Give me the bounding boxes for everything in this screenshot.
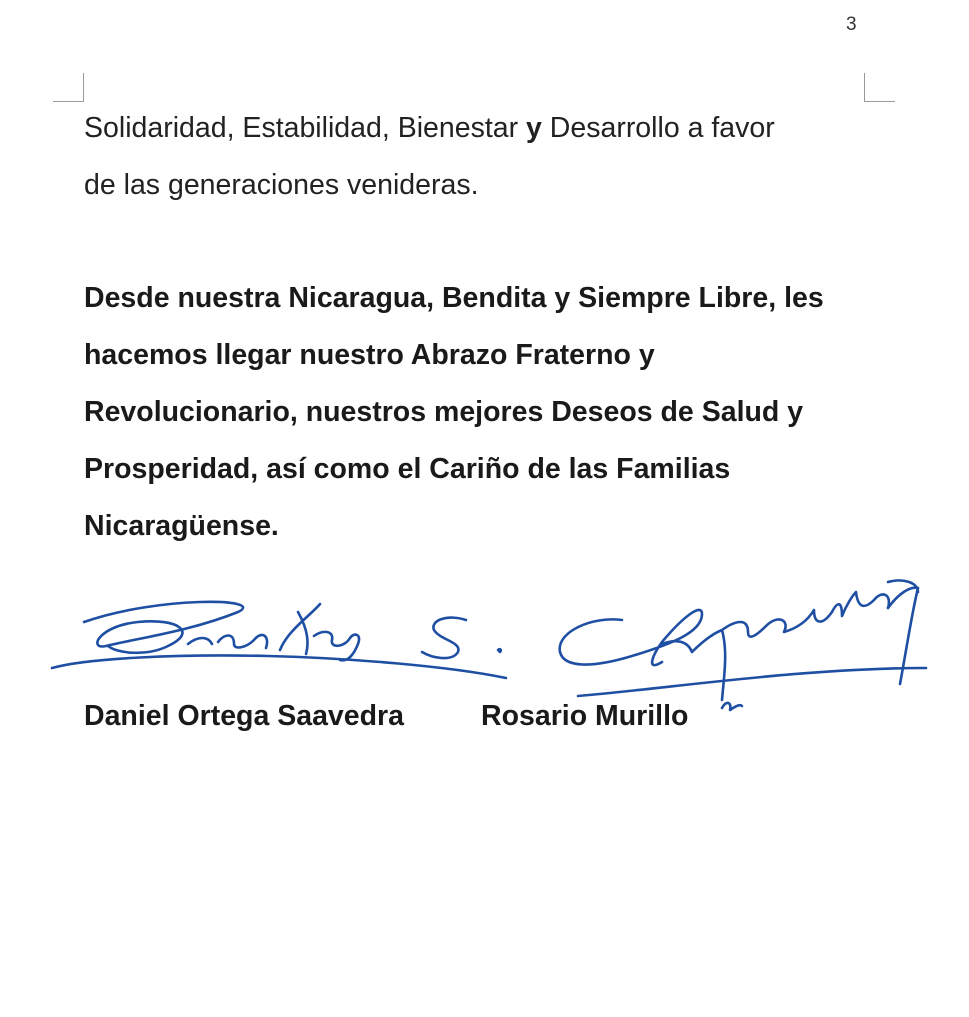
- signatory-name-daniel: Daniel Ortega Saavedra: [84, 700, 404, 732]
- margin-corner-top-left: [53, 73, 84, 102]
- page-number: 3: [846, 14, 857, 35]
- signature-daniel-ortega: [48, 592, 508, 692]
- paragraph-greeting: Desde nuestra Nicaragua, Bendita y Siempre Libre, les hacemos llegar nuestro Abrazo Fraterno y Revolucionario, nuestros mejores Deseos de Salud y Prosperidad, así como el Cariño de las Familias Nicaragüense.: [84, 282, 824, 542]
- paragraph-1-text-end: Desarrollo a favor de las generaciones venideras.: [84, 112, 775, 201]
- paragraph-1-text-start: Solidaridad, Estabilidad, Bienestar: [84, 112, 527, 144]
- signatory-name-rosario: Rosario Murillo: [481, 700, 689, 732]
- paragraph-closing-line: [84, 100, 874, 214]
- paragraph-1-bold-word: y: [526, 112, 542, 144]
- margin-corner-top-right: [864, 73, 895, 102]
